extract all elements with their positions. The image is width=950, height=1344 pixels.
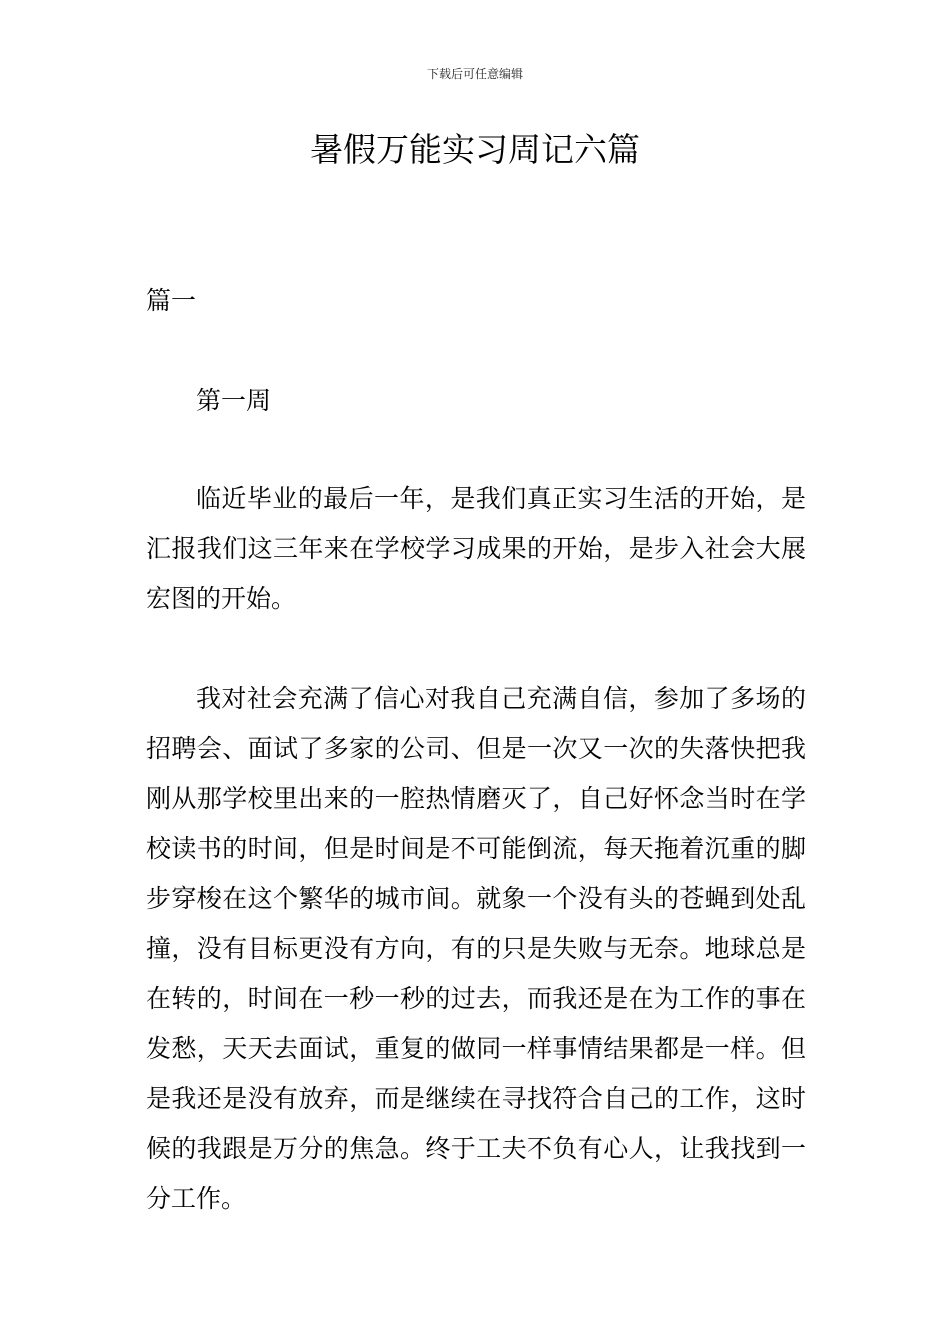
paragraph: 我对社会充满了信心对我自己充满自信，参加了多场的招聘会、面试了多家的公司、但是一次又一次的失落快把我刚从那学校里出来的一腔热情磨灭了，自己好怀念当时在学校读书的时间，但是时间是不可能倒流，每天拖着沉重的脚步穿梭在这个繁华的城市间。就象一个没有头的苍蝇到处乱撞，没有目标更没有方向，有的只是失败与无奈。地球总是在转的，时间在一秒一秒的过去，而我还是在为工作的事在发愁，天天去面试，重复的做同一样事情结果都是一样。但是我还是没有放弃，而是继续在寻找符合自己的工作，这时候的我跟是万分的焦急。终于工夫不负有心人，让我找到一分工作。 (146, 684, 806, 1213)
week-heading: 第一周 (196, 386, 272, 415)
section-heading: 篇一 (146, 286, 197, 315)
paragraph: 临近毕业的最后一年，是我们真正实习生活的开始，是汇报我们这三年来在学校学习成果的开始，是步入社会大展宏图的开始。 (146, 484, 806, 613)
document-title: 暑假万能实习周记六篇 (310, 130, 640, 169)
header-note: 下载后可任意编辑 (426, 67, 523, 81)
